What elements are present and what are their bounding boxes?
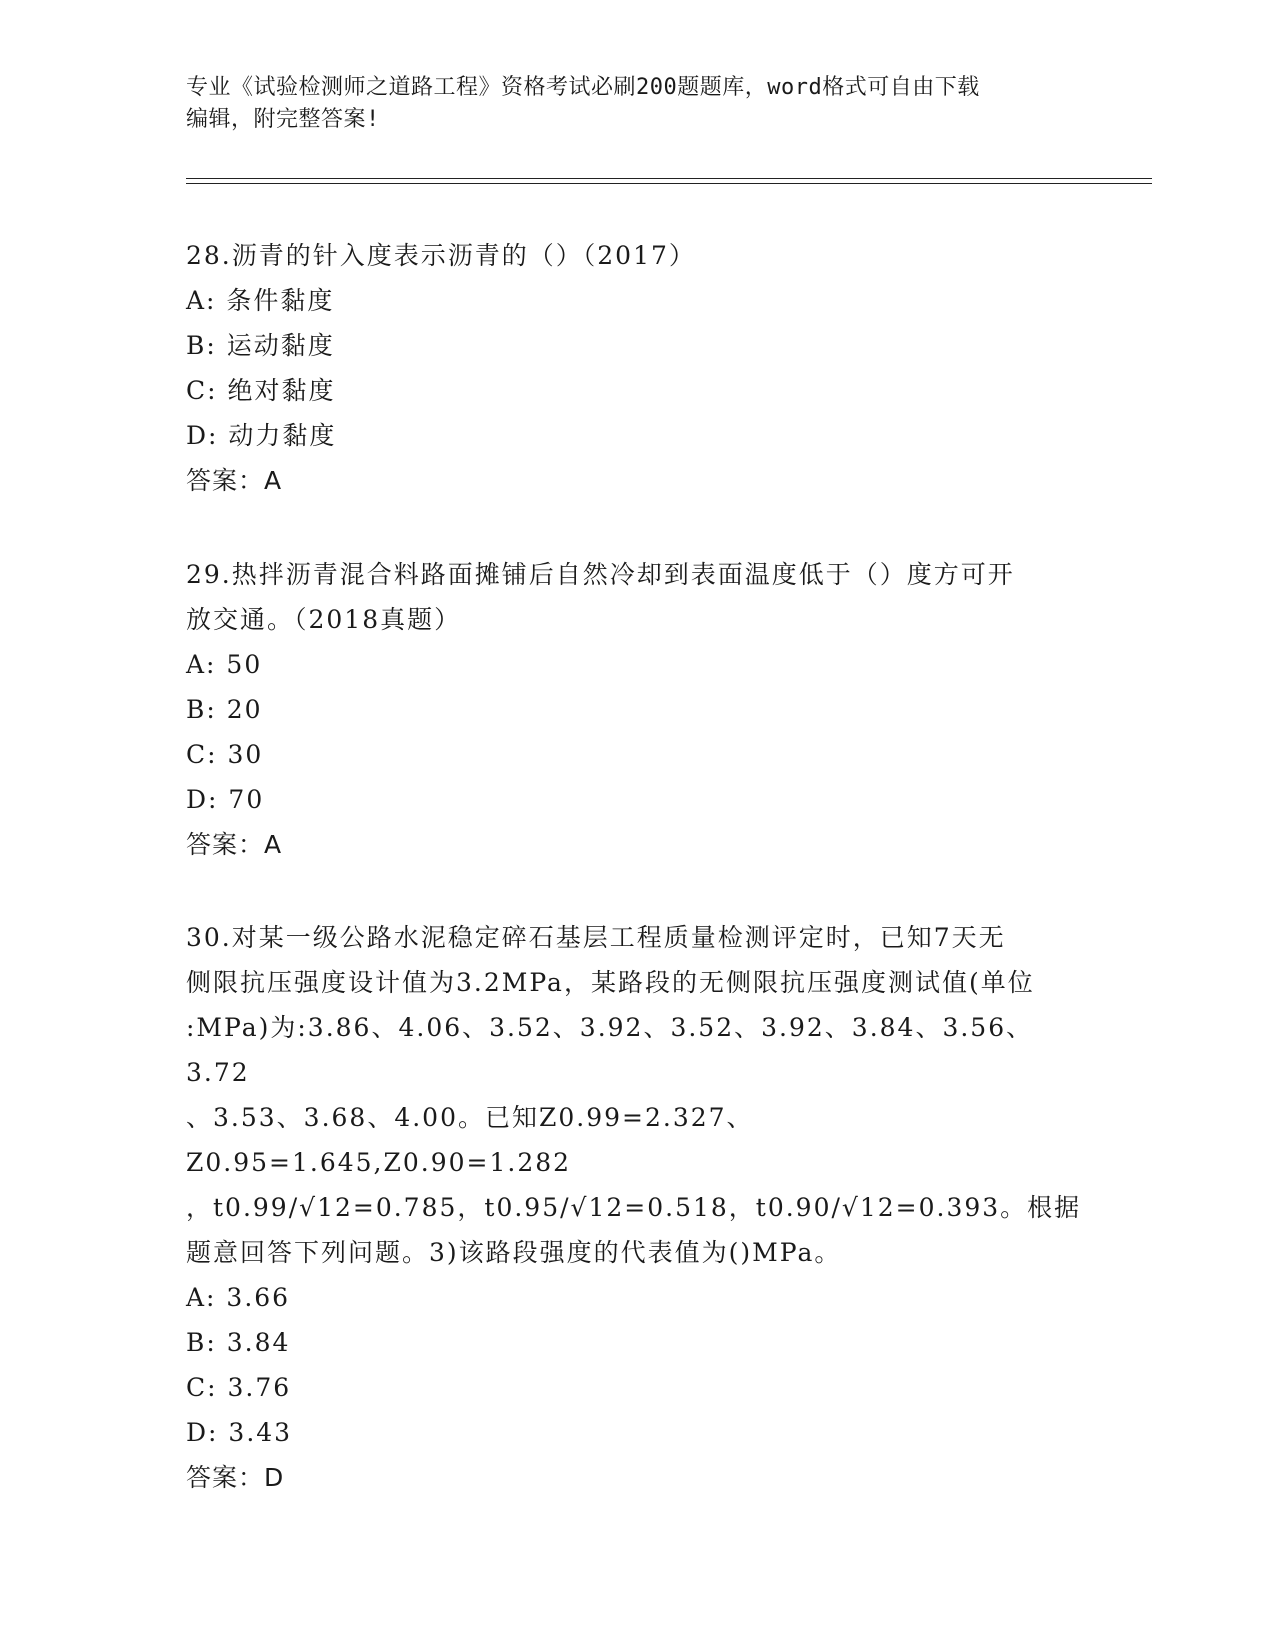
question-stem: 29.热拌沥青混合料路面摊铺后自然冷却到表面温度低于（）度方可开: [186, 560, 1015, 589]
question-stem: 题意回答下列问题。3)该路段强度的代表值为()MPa。: [186, 1238, 842, 1267]
option-b: B: 3.84: [186, 1328, 291, 1357]
answer-label: 答案：A: [186, 830, 283, 859]
question-stem: 侧限抗压强度设计值为3.2MPa，某路段的无侧限抗压强度测试值(单位: [186, 968, 1035, 997]
answer-label: 答案：A: [186, 466, 283, 495]
question-stem: 放交通。（2018真题）: [186, 605, 462, 634]
header-divider-top: [186, 178, 1152, 179]
option-c: C: 30: [186, 740, 264, 769]
question-28: [186, 233, 1086, 503]
question-30: [186, 915, 1086, 1500]
option-b: B: 20: [186, 695, 263, 724]
question-stem: 30.对某一级公路水泥稳定碎石基层工程质量检测评定时，已知7天无: [186, 923, 1006, 952]
header-divider-bottom: [186, 183, 1152, 184]
document-header: [186, 72, 1066, 136]
question-stem: :MPa)为:3.86、4.06、3.52、3.92、3.52、3.92、3.84、3.56、3.72: [186, 1013, 1034, 1087]
header-line-1: 专业《试验检测师之道路工程》资格考试必刷200题题库，word格式可自由下载: [186, 75, 980, 100]
option-c: C: 绝对黏度: [186, 376, 336, 405]
answer-label: 答案：D: [186, 1463, 285, 1492]
header-line-2: 编辑，附完整答案!: [186, 107, 380, 132]
option-d: D: 3.43: [186, 1418, 293, 1447]
option-d: D: 动力黏度: [186, 421, 337, 450]
option-b: B: 运动黏度: [186, 331, 335, 360]
question-29: [186, 552, 1086, 867]
option-a: A: 3.66: [186, 1283, 291, 1312]
question-stem: ，t0.99/√12=0.785，t0.95/√12=0.518，t0.90/√12=0.393。根据: [186, 1193, 1082, 1222]
question-stem: 28.沥青的针入度表示沥青的（）（2017）: [186, 241, 696, 270]
option-a: A: 条件黏度: [186, 286, 335, 315]
option-a: A: 50: [186, 650, 263, 679]
question-stem: 、3.53、3.68、4.00。已知Z0.99=2.327、Z0.95=1.645,Z0.90=1.282: [186, 1103, 754, 1177]
option-c: C: 3.76: [186, 1373, 292, 1402]
option-d: D: 70: [186, 785, 265, 814]
